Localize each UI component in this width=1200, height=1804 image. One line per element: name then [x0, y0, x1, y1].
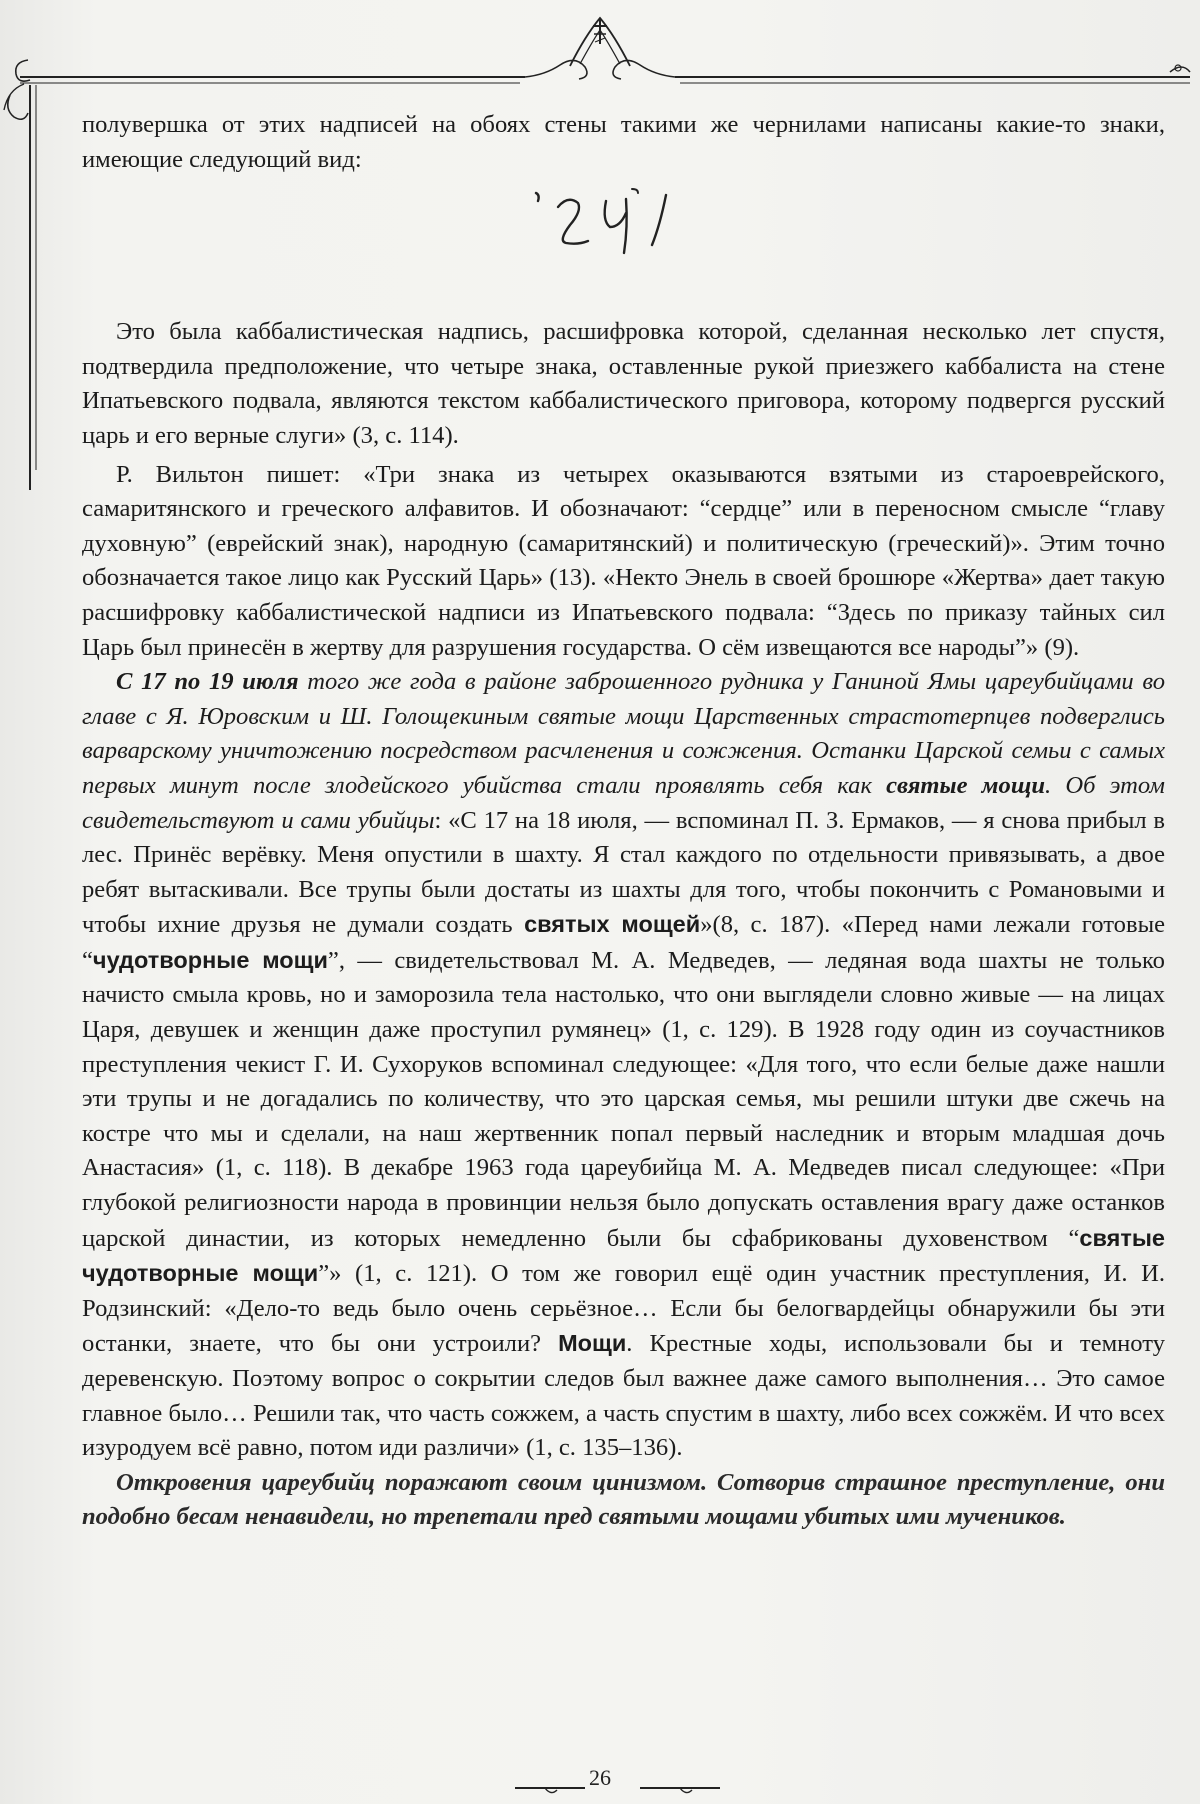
page-number: 26	[589, 1765, 611, 1790]
quote-text: : «С 17 на 18 июля, — вспоминал П. З. Ермаков, — я снова прибыл в лес. Принёс верёвку. Меня опустили в шахту. Я стал каждого по отдельности привязывать, а двое ребят вытаскивали. Все трупы были достаты из шахты для того, чтобы покончить с Романовыми и чтобы ихние друзья не думали создать	[82, 806, 1165, 939]
bold-term: святые чудотворные мощи	[82, 1224, 1165, 1287]
quote-text: ”, — свидетельствовал М. А. Медведев, — ледяная вода шахты не только начисто смыла кровь, но и заморозила тела настолько, что они выглядели словно живые — на лицах Царя, девушек и женщин даже проступил румянец» (1, с. 129). В 1928 году один из соучастников преступления чекист Г. И. Сухоруков вспоминал следующее: «Для того, что если белые даже нашли эти трупы и не догадались по количеству, что это царская семья, мы решили штуки две сжечь на костре что мы и сделали, на наш жертвенник попал первый наследник и вторым младшая дочь Анастасия» (1, с. 118). В декабре 1963 года цареубийца М. А. Медведев писал следующее: «При глубокой религиозности народа в провинции нельзя было допускать оставления врагу даже останков царской династии, из которых немедленно были бы сфабрикованы духовенством “	[82, 946, 1165, 1252]
date-range: С 17 по 19 июля	[116, 668, 299, 696]
bold-term: святых мощей	[524, 911, 701, 938]
paragraph-3: Р. Вильтон пишет: «Три знака из четырех оказываются взятыми из староеврейского, самаритянского и греческого алфавитов. И обозначают: “сердце” или в переносном смысле “главу духовную” (еврейский знак), народную (самаритянский) и политическую (греческий)». Этим точно обозначается такое лицо как Русский Царь» (13). «Некто Энель в своей брошюре «Жертва» дает такую расшифровку каббалистической надписи из Ипатьевского подвала: “Здесь по приказу тайных сил Царь был принесён в жертву для разрушения государства. О сём извещаются все народы”» (9).	[82, 460, 1165, 661]
paragraph-1: полувершка от этих надписей на обоях стены такими же чернилами написаны какие-то знаки, имеющие следующий вид:	[82, 111, 1165, 173]
quote-text: ”» (1, с. 121). О том же говорил ещё один участник преступления, И. И. Родзинский: «Дело-то ведь было очень серьёзное… Если бы белогвардейцы обнаружили бы эти останки, знаете, что бы они устроили?	[82, 1260, 1165, 1358]
paragraph-5-conclusion: Откровения цареубийц поражают своим цинизмом. Сотворив страшное преступление, они подобно бесам ненавидели, но трепетали пред святыми мощами убитых ими мучеников.	[82, 1468, 1165, 1531]
bold-italic-term: святые мощи	[886, 771, 1045, 799]
paragraph-2: Это была каббалистическая надпись, расшифровка которой, сделанная несколько лет спустя, подтвердила предположение, что четыре знака, оставленные рукой приезжего каббалиста на стене Ипатьевского подвала, являются текстом каббалистического приговора, которому подвергся русский царь и его верные слуги» (3, с. 114).	[82, 318, 1165, 449]
bold-term: чудотворные мощи	[92, 946, 328, 973]
italic-text: . Об этом свидетельствуют и сами убийцы	[82, 771, 1165, 834]
bold-term: Мощи	[558, 1330, 627, 1357]
handwritten-signs-icon	[522, 181, 722, 271]
quote-text: . Крестные ходы, использовали бы и темноту деревенскую. Поэтому вопрос о сокрытии следов был важнее даже самого выполнения… Это самое главное было… Решили так, что часть сожжем, а часть спустим в шахту, либо всех сожжём. И что всех изуродуем всё равно, потом иди различи» (1, с. 135–136).	[82, 1330, 1166, 1462]
kabbalistic-signs-figure	[82, 177, 1165, 315]
page-body	[82, 108, 1165, 1535]
paragraph-4	[82, 665, 1165, 1466]
italic-text: того же года в районе заброшенного рудника у Ганиной Ямы цареубийцами во главе с Я. Юровским и Ш. Голощекиным святые мощи Царственных страстотерпцев подверглись варварскому уничтожению посредством расчленения и сожжения. Останки Царской семьи с самых первых минут после злодейского убийства стали проявлять себя как	[82, 668, 1165, 799]
quote-text: »(8, с. 187). «Перед нами лежали готовые “	[82, 911, 1166, 974]
